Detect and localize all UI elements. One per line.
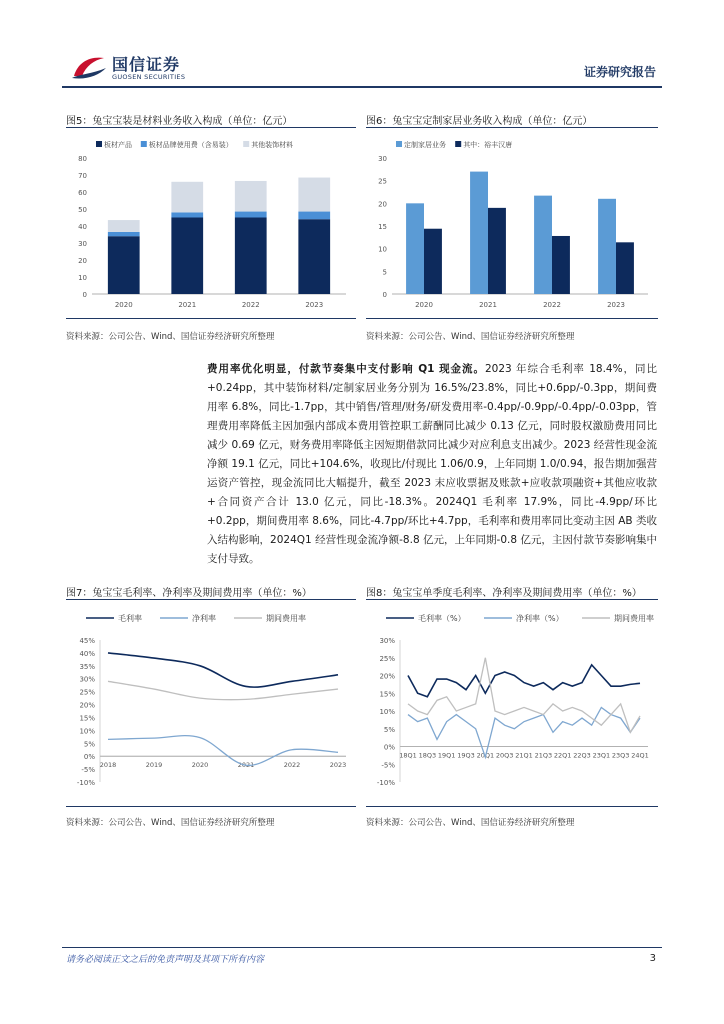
bar-2021-1 [488, 208, 506, 294]
x-tick-label: 2021 [237, 761, 255, 770]
fig6-source: 资料来源：公司公告、Wind、国信证券经济研究所整理 [366, 332, 575, 342]
fig8-source: 资料来源：公司公告、Wind、国信证券经济研究所整理 [366, 818, 575, 828]
bar-2020-1 [108, 232, 140, 236]
fig5-title: 图5：兔宝宝装是材料业务收入构成（单位：亿元） [66, 116, 293, 127]
bar-2022-2 [235, 181, 267, 212]
y-tick-label: 60 [78, 189, 87, 197]
fig6-title-rule [366, 127, 658, 128]
fig5-title-rule [66, 127, 356, 128]
legend-label-1: 其中：裕丰汉唐 [463, 141, 513, 149]
y-tick-label: 25% [79, 688, 95, 697]
legend-swatch-2 [243, 141, 249, 147]
y-tick-label: 45% [79, 637, 95, 645]
guosen-logo-icon [70, 52, 108, 82]
legend-label-0: 毛利率（%） [418, 614, 466, 623]
bar-2021-2 [171, 182, 203, 213]
y-tick-label: 30 [378, 155, 387, 163]
y-tick-label: 10 [78, 274, 87, 282]
bar-2020-2 [108, 220, 140, 232]
x-tick-label: 20Q3 [495, 751, 514, 760]
y-tick-label: 20 [78, 257, 87, 265]
series-line-2 [108, 681, 338, 699]
legend-label-1: 净利率（%） [516, 614, 564, 623]
series-line-0 [108, 653, 338, 687]
y-tick-label: 5% [383, 725, 395, 734]
fig8-source-rule [366, 806, 658, 807]
legend-label-0: 毛利率 [118, 614, 142, 623]
y-tick-label: 25 [378, 177, 387, 186]
x-tick-label: 2020 [191, 761, 209, 770]
y-tick-label: 20% [79, 701, 95, 710]
y-tick-label: 10% [79, 727, 95, 736]
body-heading: 费用率优化明显，付款节奏集中支付影响 Q1 现金流。 [207, 363, 485, 375]
fig7-title: 图7：兔宝宝毛利率、净利率及期间费用率（单位：%） [66, 588, 312, 599]
bar-2023-1 [298, 212, 330, 220]
series-line-0 [408, 665, 640, 697]
y-tick-label: 0% [83, 753, 95, 762]
y-tick-label: 5 [382, 268, 387, 277]
report-type: 证券研究报告 [583, 65, 656, 79]
fig6-title: 图6：兔宝宝定制家居业务收入构成（单位：亿元） [366, 116, 593, 127]
y-tick-label: 5% [83, 740, 95, 749]
x-tick-label: 18Q1 [399, 751, 417, 760]
y-tick-label: 70 [78, 172, 87, 180]
y-tick-label: 20 [378, 200, 387, 209]
y-tick-label: 0 [382, 291, 387, 299]
fig5-chart [66, 134, 356, 314]
body-text: 2023 年综合毛利率 18.4%，同比+0.24pp，其中装饰材料/定制家居业务分别为 16.5%/23.8%，同比+0.6pp/-0.3pp，期间费用率 6.8%，同比-1.7pp，其中销售/管理/财务/研发费用率-0.4pp/-0.9pp/-0.4pp/-0.03pp，管理费用率降低主因加强内部成本费用管控职工薪酬同比减少 0.13 亿元，同时股权激励费用同比减少 0.69 亿元，财务费用率降低主因短期借款同比减少对应利息支出减少。2023 经营性现金流净额 19.1 亿元，同比+104.6%，收现比/付现比 1.06/0.9，上年同期 1.0/0.94，报告期加强营运资产管控，现金流同比大幅提升，截至 2023 末应收票据及账款+应收款项融资+其他应收款+合同资产合计 13.0 亿元，同比-18.3%。2024Q1 毛利率 17.9%，同比-4.9pp/环比+0.2pp，期间费用率 8.6%，同比-4.7pp/环比+4.7pp，毛利率和费用率同比变动主因 AB 类收入结构影响，2024Q1 经营性现金流净额-8.8 亿元，上年同期-0.8 亿元，主因付款节奏影响集中支付导致。 [207, 363, 657, 565]
x-tick-label: 18Q3 [418, 751, 437, 760]
y-tick-label: 20% [379, 672, 395, 681]
fig7-source-rule [66, 806, 356, 807]
y-tick-label: 30% [79, 675, 95, 684]
y-tick-label: -5% [381, 761, 395, 770]
fig5-source-rule [66, 318, 356, 319]
x-tick-label: 2019 [145, 761, 163, 770]
y-tick-label: 25% [379, 654, 395, 663]
x-tick-label: 2018 [99, 761, 117, 770]
bar-2020-1 [424, 229, 442, 294]
bar-2022-0 [235, 218, 267, 295]
legend-label-0: 板材产品 [104, 141, 132, 149]
y-tick-label: 15% [79, 714, 95, 723]
y-tick-label: 30% [379, 637, 395, 645]
fig8-title-rule [366, 599, 658, 600]
x-tick-label: 20Q1 [476, 751, 495, 760]
legend-swatch-0 [396, 141, 402, 147]
x-tick-label: 2023 [305, 301, 324, 309]
legend-swatch-1 [455, 141, 461, 147]
legend-swatch-0 [96, 141, 102, 147]
x-tick-label: 19Q3 [457, 751, 475, 760]
x-tick-label: 2021 [479, 301, 497, 309]
fig8-chart [366, 606, 658, 802]
x-tick-label: 2020 [415, 301, 433, 309]
y-tick-label: 10 [378, 245, 387, 254]
x-tick-label: 2023 [329, 761, 347, 770]
fig6-chart [366, 134, 658, 314]
header-rule [62, 86, 662, 88]
logo-cn: 国信证券 [112, 55, 181, 74]
logo [70, 52, 200, 84]
logo-en: GUOSEN SECURITIES [112, 73, 186, 81]
bar-2023-2 [298, 178, 330, 212]
legend-label-2: 其他装饰材料 [251, 141, 294, 149]
legend-label-0: 定制家居业务 [404, 141, 446, 149]
legend-label-1: 板材品牌使用费（含易装） [148, 141, 233, 149]
bar-2022-1 [235, 212, 267, 218]
y-tick-label: -5% [81, 766, 95, 775]
fig7-chart [66, 606, 356, 802]
bar-2021-0 [470, 172, 488, 294]
x-tick-label: 23Q1 [592, 751, 611, 760]
bar-2021-1 [171, 212, 203, 217]
legend-label-1: 净利率 [192, 614, 216, 623]
y-tick-label: -10% [376, 779, 395, 787]
series-line-1 [408, 707, 640, 757]
x-tick-label: 2022 [283, 761, 301, 770]
y-tick-label: 15 [378, 223, 387, 231]
x-tick-label: 24Q1 [631, 751, 649, 760]
y-tick-label: -10% [76, 779, 95, 787]
x-tick-label: 21Q3 [534, 751, 553, 760]
y-tick-label: 50 [78, 206, 87, 214]
fig6-source-rule [366, 318, 658, 319]
legend-swatch-1 [141, 141, 147, 147]
fig7-source: 资料来源：公司公告、Wind、国信证券经济研究所整理 [66, 818, 275, 828]
fig8-title: 图8：兔宝宝单季度毛利率、净利率及期间费用率（单位：%） [366, 588, 642, 599]
fig7-title-rule [66, 599, 356, 600]
x-tick-label: 19Q1 [437, 751, 456, 760]
x-tick-label: 2021 [178, 301, 197, 309]
footer-disclaimer: 请务必阅读正文之后的免责声明及其项下所有内容 [66, 955, 265, 965]
x-tick-label: 22Q3 [573, 751, 591, 760]
y-tick-label: 40 [78, 223, 87, 231]
legend-label-2: 期间费用率 [614, 614, 654, 623]
x-tick-label: 2022 [241, 301, 260, 309]
y-tick-label: 35% [79, 662, 95, 671]
body-paragraph [207, 360, 657, 569]
x-tick-label: 2023 [607, 301, 625, 309]
bar-2021-0 [171, 218, 203, 295]
bar-2023-0 [598, 199, 616, 294]
y-tick-label: 30 [78, 240, 87, 248]
x-tick-label: 2020 [114, 301, 133, 309]
page-number: 3 [649, 953, 656, 964]
x-tick-label: 22Q1 [553, 751, 572, 760]
bar-2022-0 [534, 196, 552, 294]
y-tick-label: 15% [379, 690, 395, 699]
bar-2023-0 [298, 219, 330, 294]
series-line-1 [108, 736, 338, 766]
y-tick-label: 10% [379, 708, 395, 716]
x-tick-label: 21Q1 [515, 751, 533, 760]
x-tick-label: 23Q3 [611, 751, 630, 760]
bar-2020-0 [406, 203, 424, 294]
y-tick-label: 0 [82, 291, 87, 299]
legend-label-2: 期间费用率 [266, 614, 306, 623]
x-tick-label: 2022 [543, 301, 561, 309]
bar-2022-1 [552, 236, 570, 294]
bar-2020-0 [108, 236, 140, 294]
y-tick-label: 0% [383, 743, 395, 752]
fig5-source: 资料来源：公司公告、Wind、国信证券经济研究所整理 [66, 332, 275, 342]
footer-rule [62, 947, 662, 948]
y-tick-label: 80 [78, 155, 87, 163]
y-tick-label: 40% [79, 649, 95, 658]
bar-2023-1 [616, 242, 634, 294]
